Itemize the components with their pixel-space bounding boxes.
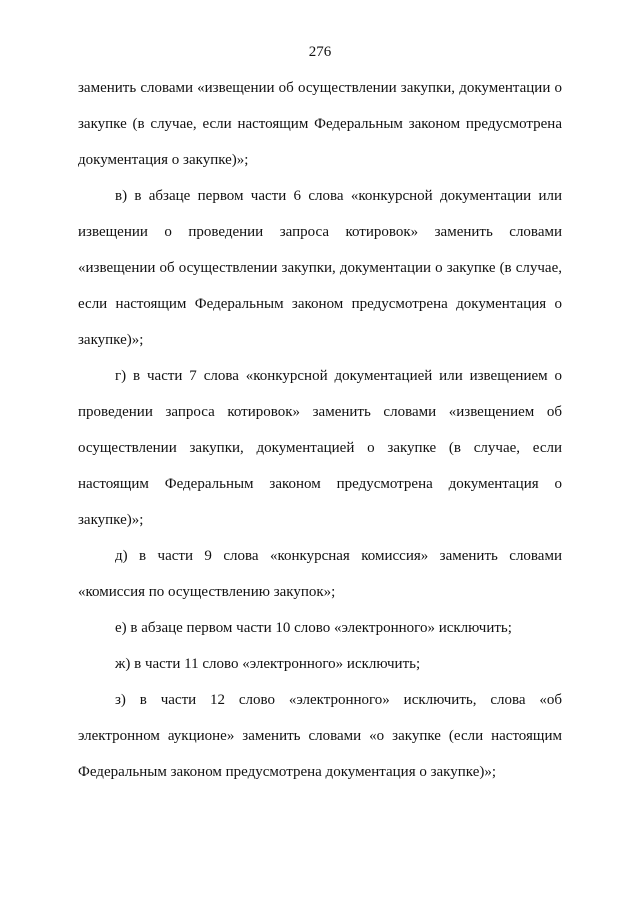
text-line: настоящим Федеральным законом предусмотрена документация о <box>78 476 562 492</box>
text-line: закупке)»; <box>78 332 144 348</box>
text-line: проведении запроса котировок» заменить словами «извещением об <box>78 404 562 420</box>
text-line: электронном аукционе» заменить словами «о закупке (если настоящим <box>78 728 562 744</box>
text-line: з) в части 12 слово «электронного» исключить, слова «об <box>115 692 562 708</box>
text-line: документация о закупке)»; <box>78 152 249 168</box>
page-number: 276 <box>308 44 332 60</box>
text-line: е) в абзаце первом части 10 слово «электронного» исключить; <box>115 620 512 636</box>
text-line: осуществлении закупки, документацией о закупке (в случае, если <box>78 440 562 456</box>
text-line: заменить словами «извещении об осуществлении закупки, документации о <box>78 80 562 96</box>
text-line: Федеральным законом предусмотрена документация о закупке)»; <box>78 764 497 780</box>
document-body <box>78 78 562 798</box>
text-line: «комиссия по осуществлению закупок»; <box>78 584 336 600</box>
text-line: г) в части 7 слова «конкурсной документацией или извещением о <box>115 368 562 384</box>
text-line: закупке)»; <box>78 512 144 528</box>
text-line: «извещении об осуществлении закупки, документации о закупке (в случае, <box>78 260 562 276</box>
text-line: ж) в части 11 слово «электронного» исключить; <box>115 656 421 672</box>
text-line: закупке (в случае, если настоящим Федеральным законом предусмотрена <box>78 116 562 132</box>
text-line: если настоящим Федеральным законом предусмотрена документация о <box>78 296 562 312</box>
text-line: извещении о проведении запроса котировок» заменить словами <box>78 224 562 240</box>
text-line: в) в абзаце первом части 6 слова «конкурсной документации или <box>115 188 562 204</box>
text-line: д) в части 9 слова «конкурсная комиссия» заменить словами <box>115 548 562 564</box>
